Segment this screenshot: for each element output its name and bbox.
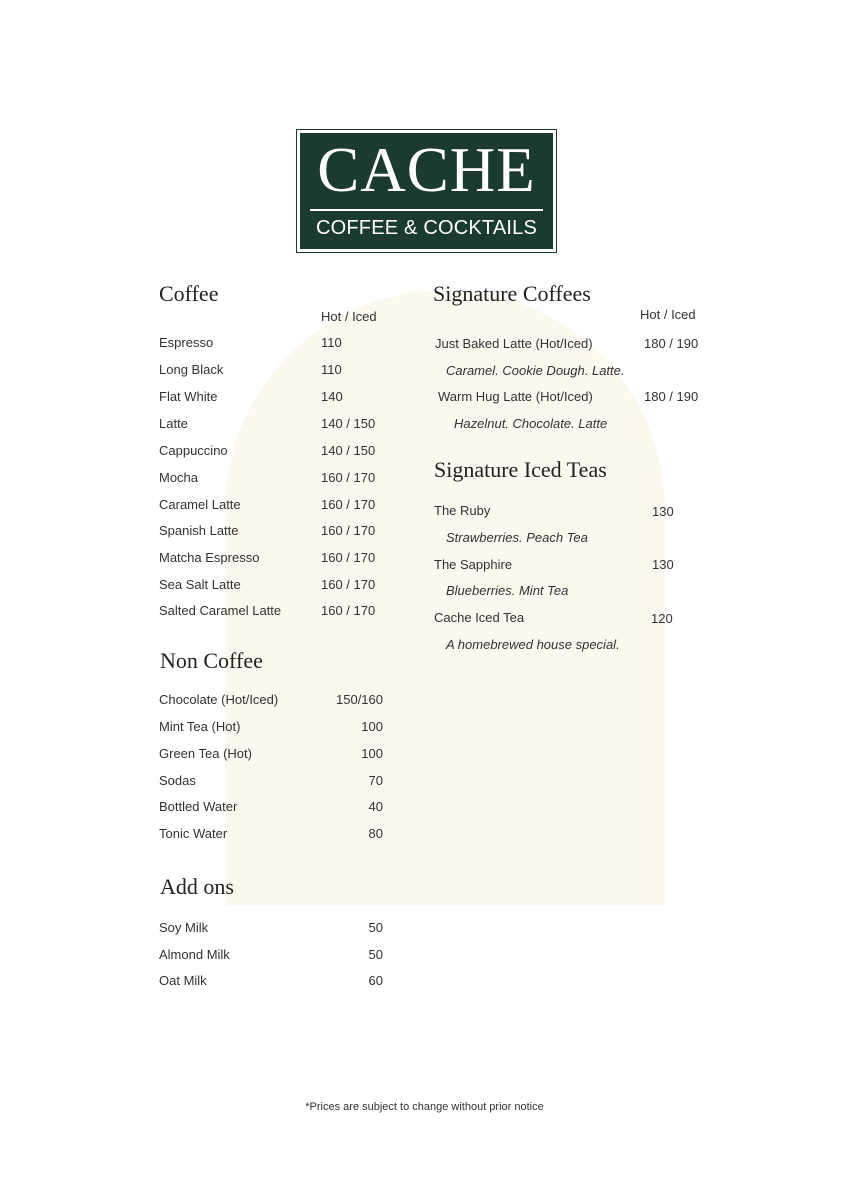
menu-item-name: Spanish Latte	[159, 523, 239, 538]
menu-item-price: 110	[321, 335, 342, 350]
menu-item-price: 130	[652, 504, 674, 519]
menu-item-price: 160 / 170	[321, 470, 376, 485]
menu-item-price: 180 / 190	[644, 389, 699, 404]
menu-item-name: Mocha	[159, 470, 199, 485]
menu-item-price: 110	[321, 362, 342, 377]
background-watermark	[225, 290, 665, 905]
menu-item-price: 160 / 170	[321, 577, 376, 592]
menu-item-name: Sodas	[159, 773, 196, 788]
menu-item-name: Flat White	[159, 389, 218, 404]
menu-item-name: Latte	[159, 416, 188, 431]
menu-item-description: Hazelnut. Chocolate. Latte	[454, 416, 608, 431]
menu-item-name: Oat Milk	[159, 973, 207, 988]
menu-item-name: Caramel Latte	[159, 497, 241, 512]
menu-item-price: 50	[368, 920, 383, 935]
menu-item-price: 180 / 190	[644, 336, 699, 351]
menu-item-price: 160 / 170	[321, 550, 376, 565]
menu-item-price: 70	[368, 773, 383, 788]
menu-item-name: Chocolate (Hot/Iced)	[159, 692, 279, 707]
menu-item-name: Espresso	[159, 335, 214, 350]
menu-item-description: Caramel. Cookie Dough. Latte.	[446, 363, 625, 378]
menu-item-name: Just Baked Latte (Hot/Iced)	[435, 336, 593, 351]
menu-item-name: Tonic Water	[159, 826, 228, 841]
menu-item-price: 140 / 150	[321, 443, 376, 458]
menu-item-price: 150/160	[336, 692, 383, 707]
brand-tagline: COFFEE & COCKTAILS	[315, 217, 538, 239]
menu-item-price: 160 / 170	[321, 497, 376, 512]
menu-item-name: Cache Iced Tea	[434, 610, 525, 625]
menu-item-name: Cappuccino	[159, 443, 228, 458]
menu-item-price: 100	[361, 719, 383, 734]
signature-coffees-column-header: Hot / Iced	[640, 307, 696, 322]
menu-item-name: Almond Milk	[159, 947, 230, 962]
menu-item-name: Bottled Water	[159, 799, 238, 814]
signature-iced-teas-heading: Signature Iced Teas	[434, 457, 607, 482]
coffee-heading: Coffee	[159, 281, 219, 306]
menu-item-name: The Ruby	[434, 503, 491, 518]
price-notice: *Prices are subject to change without prior notice	[305, 1101, 544, 1113]
menu-item-price: 60	[368, 973, 383, 988]
brand-name: CACHE	[317, 135, 536, 205]
menu-item-name: Long Black	[159, 362, 224, 377]
non-coffee-heading: Non Coffee	[160, 648, 263, 673]
menu-item-price: 50	[368, 947, 383, 962]
brand-logo	[296, 129, 557, 253]
menu-item-description: A homebrewed house special.	[446, 637, 620, 652]
menu-item-price: 160 / 170	[321, 603, 376, 618]
menu-item-name: Soy Milk	[159, 920, 209, 935]
menu-item-price: 80	[368, 826, 383, 841]
signature-coffees-heading: Signature Coffees	[433, 281, 591, 306]
menu-item-name: Sea Salt Latte	[159, 577, 241, 592]
menu-item-name: Green Tea (Hot)	[159, 746, 252, 761]
menu-item-name: The Sapphire	[434, 557, 513, 572]
menu-item-description: Blueberries. Mint Tea	[446, 583, 569, 598]
menu-item-name: Mint Tea (Hot)	[159, 719, 241, 734]
coffee-column-header: Hot / Iced	[321, 309, 377, 324]
menu-item-price: 140 / 150	[321, 416, 376, 431]
menu-item-name: Warm Hug Latte (Hot/Iced)	[438, 389, 593, 404]
menu-item-name: Matcha Espresso	[159, 550, 260, 565]
menu-item-name: Salted Caramel Latte	[159, 603, 282, 618]
menu-item-price: 120	[651, 611, 673, 626]
menu-item-description: Strawberries. Peach Tea	[446, 530, 588, 545]
menu-item-price: 130	[652, 557, 674, 572]
logo-divider	[310, 209, 543, 211]
add-ons-heading: Add ons	[160, 874, 234, 899]
menu-item-price: 40	[368, 799, 383, 814]
menu-item-price: 140	[321, 389, 343, 404]
menu-item-price: 100	[361, 746, 383, 761]
menu-item-price: 160 / 170	[321, 523, 376, 538]
